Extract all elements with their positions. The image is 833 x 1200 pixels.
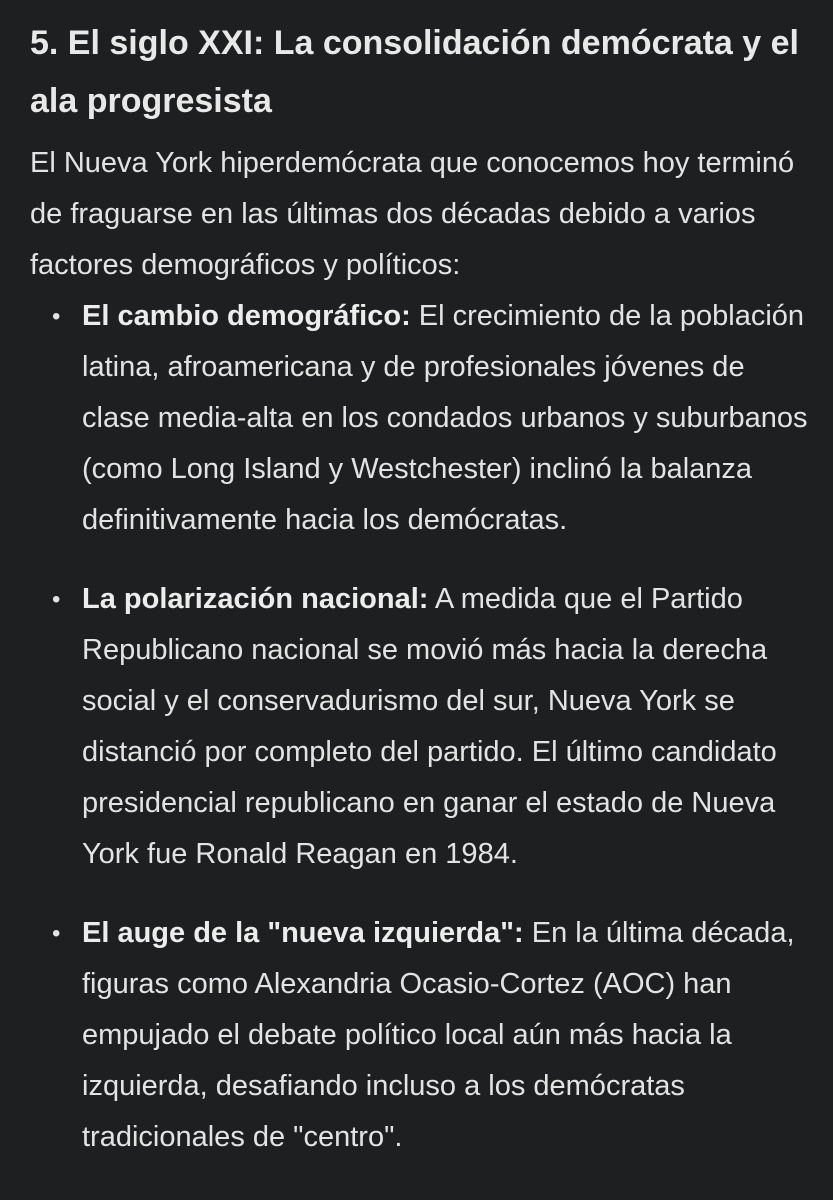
list-item xyxy=(30,908,820,1163)
item-text: En la última década, figuras como Alexandria Ocasio-Cortez (AOC) han empujado el debate político local aún más hacia la izquierda, desafiando incluso a los demócratas tradicionales de "centro". xyxy=(82,917,795,1153)
item-text: A medida que el Partido Republicano nacional se movió más hacia la derecha social y el conservadurismo del sur, Nueva York se distanció por completo del partido. El último candidato presidencial republicano en ganar el estado de Nueva York fue Ronald Reagan en 1984. xyxy=(82,583,777,870)
factor-list xyxy=(30,291,820,1163)
bullet-icon: • xyxy=(52,586,61,613)
item-lead: El cambio demográfico: xyxy=(82,300,411,332)
list-item xyxy=(30,574,820,880)
bullet-icon: • xyxy=(52,303,61,330)
item-lead: El auge de la "nueva izquierda": xyxy=(82,917,524,949)
intro-paragraph: El Nueva York hiperdemócrata que conocemos hoy terminó de fraguarse en las últimas dos décadas debido a varios factores demográficos y políticos: xyxy=(30,147,795,281)
bullet-icon: • xyxy=(52,920,61,947)
response-content xyxy=(30,14,820,1163)
item-lead: La polarización nacional: xyxy=(82,583,429,615)
item-text: El crecimiento de la población latina, afroamericana y de profesionales jóvenes de clase media-alta en los condados urbanos y suburbanos (como Long Island y Westchester) inclinó la balanza definitivamente hacia los demócratas. xyxy=(82,300,808,536)
section-heading: 5. El siglo XXI: La consolidación demócrata y el ala progresista xyxy=(30,24,800,120)
list-item xyxy=(30,291,820,546)
